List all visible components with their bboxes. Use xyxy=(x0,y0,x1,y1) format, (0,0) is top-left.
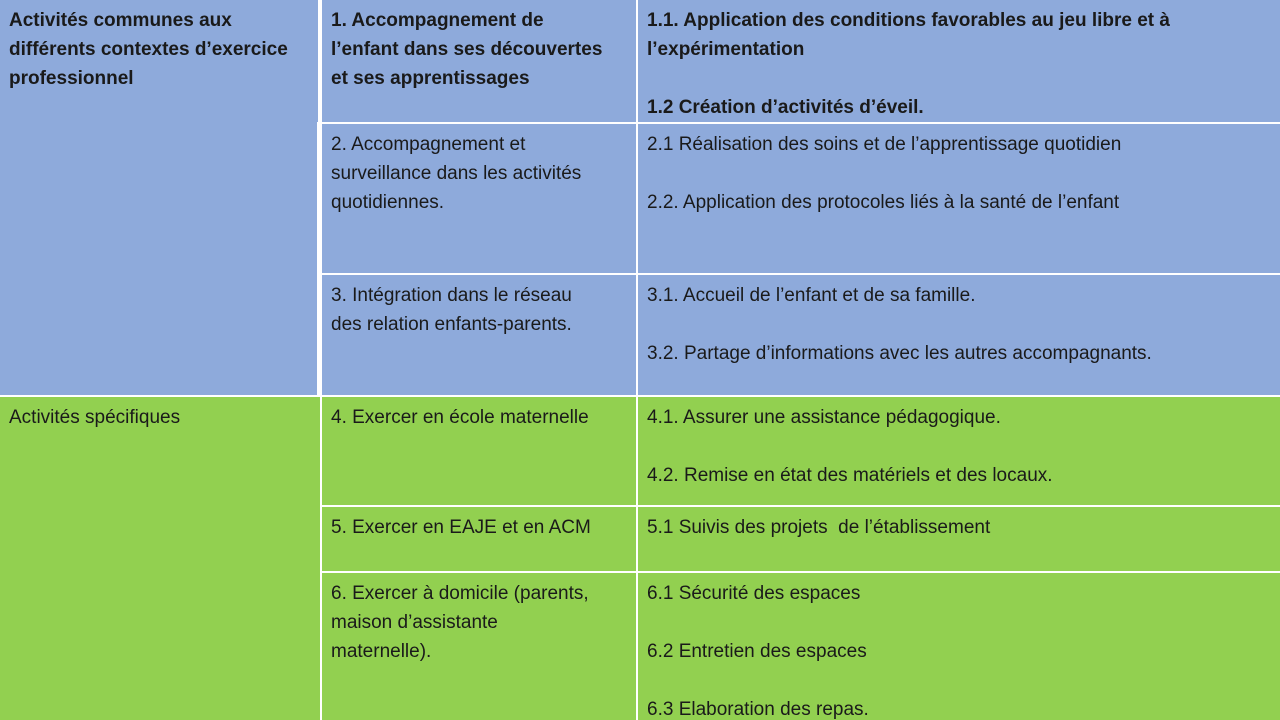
activity-line: quotidiennes. xyxy=(331,192,445,213)
section-label-line: différents contextes d’exercice xyxy=(9,39,288,60)
task-cell-3 xyxy=(638,275,1280,395)
activity-line: maternelle). xyxy=(331,641,432,662)
task-line: 2.1 Réalisation des soins et de l’apprentissage quotidien xyxy=(647,134,1122,155)
task-line: 1.1. Application des conditions favorables au jeu libre et à xyxy=(647,10,1170,31)
activity-line: 2. Accompagnement et xyxy=(331,134,526,155)
activity-cell-1 xyxy=(322,0,636,122)
task-cell-5 xyxy=(638,507,1280,571)
activity-line: 5. Exercer en EAJE et en ACM xyxy=(331,517,591,538)
section-label-line: professionnel xyxy=(9,68,134,89)
section-label-line: Activités communes aux xyxy=(9,10,232,31)
task-line: 5.1 Suivis des projets de l’établissement xyxy=(647,517,991,538)
task-line: 4.1. Assurer une assistance pédagogique. xyxy=(647,407,1001,428)
task-cell-2 xyxy=(638,124,1280,273)
task-line: 6.1 Sécurité des espaces xyxy=(647,583,861,604)
task-line: 1.2 Création d’activités d’éveil. xyxy=(647,97,924,118)
task-line: 4.2. Remise en état des matériels et des locaux. xyxy=(647,465,1053,486)
task-line: 6.3 Elaboration des repas. xyxy=(647,699,869,720)
task-line: 6.2 Entretien des espaces xyxy=(647,641,867,662)
task-line: l’expérimentation xyxy=(647,39,805,60)
activity-cell-6 xyxy=(322,573,636,720)
task-cell-6 xyxy=(638,573,1280,720)
task-line: 2.2. Application des protocoles liés à la santé de l’enfant xyxy=(647,192,1120,213)
activity-cell-4 xyxy=(322,397,636,505)
activity-cell-3 xyxy=(322,275,636,395)
activity-line: 6. Exercer à domicile (parents, xyxy=(331,583,589,604)
activity-line: surveillance dans les activités xyxy=(331,163,582,184)
activity-line: l’enfant dans ses découvertes xyxy=(331,39,603,60)
activity-cell-2 xyxy=(322,124,636,273)
activity-line: 4. Exercer en école maternelle xyxy=(331,407,589,428)
section-label-specific xyxy=(0,397,320,720)
activity-line: des relation enfants-parents. xyxy=(331,314,572,335)
activity-line: 1. Accompagnement de xyxy=(331,10,544,31)
activity-line: 3. Intégration dans le réseau xyxy=(331,285,572,306)
activity-cell-5 xyxy=(322,507,636,571)
task-line: 3.2. Partage d’informations avec les autres accompagnants. xyxy=(647,343,1152,364)
task-line: 3.1. Accueil de l’enfant et de sa famille. xyxy=(647,285,976,306)
section-divider xyxy=(317,122,322,397)
activity-line: maison d’assistante xyxy=(331,612,498,633)
activity-line: et ses apprentissages xyxy=(331,68,530,89)
task-cell-4 xyxy=(638,397,1280,505)
section-label-line: Activités spécifiques xyxy=(9,407,181,428)
task-cell-1 xyxy=(638,0,1280,122)
section-label-common xyxy=(0,0,318,395)
